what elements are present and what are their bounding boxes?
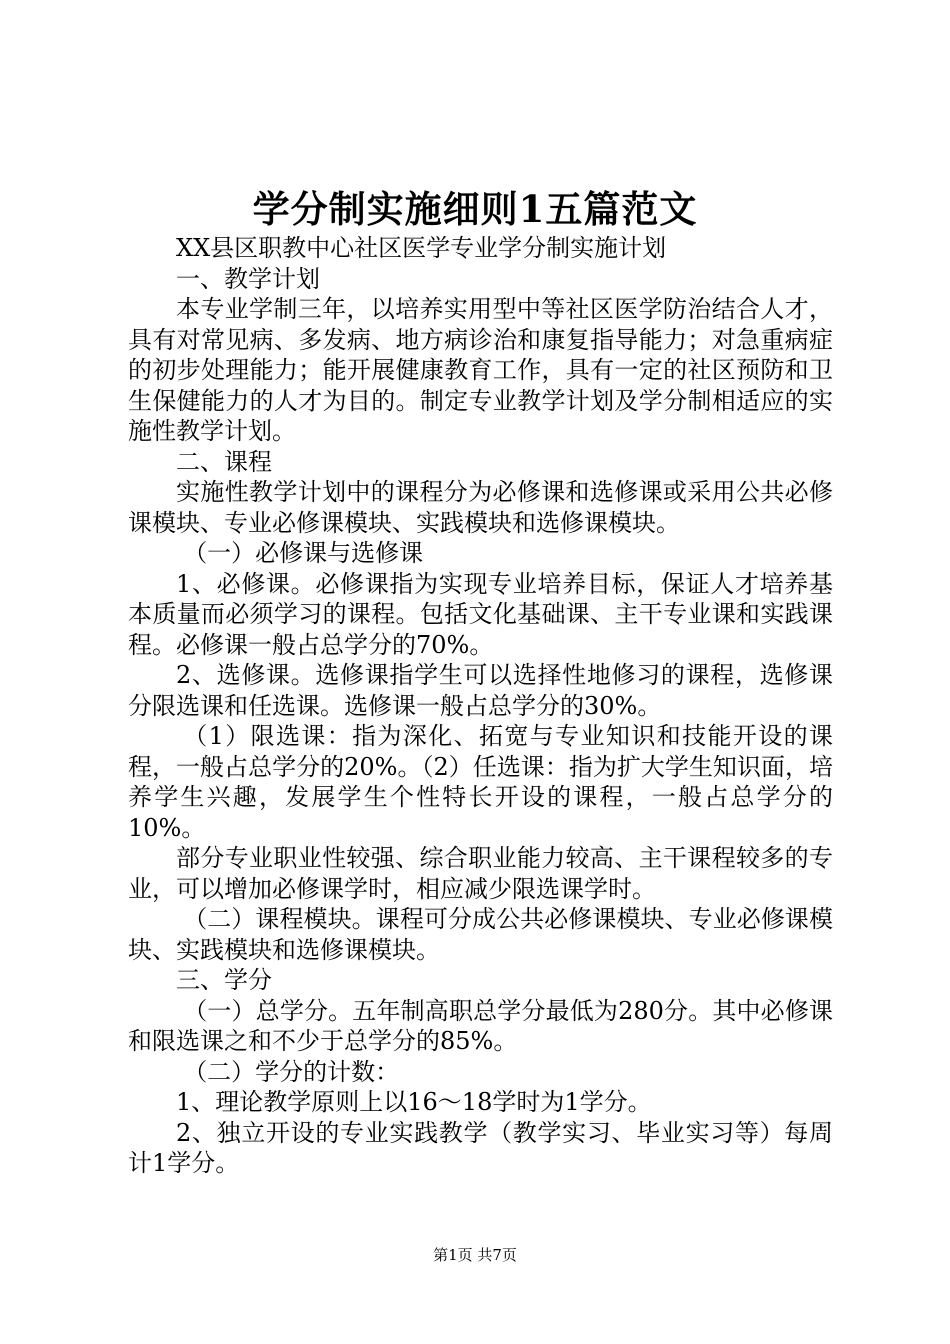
section-heading-credits: 三、学分 bbox=[176, 966, 272, 994]
section-heading-courses: 二、课程 bbox=[176, 447, 272, 476]
page-number-footer: 第1页 共7页 bbox=[433, 1246, 517, 1264]
paragraph-theory-credits: 1、理论教学原则上以16～18学时为1学分。 bbox=[176, 1088, 652, 1116]
paragraph-required-courses: 1、必修课。必修课指为实现专业培养目标，保证人才培养基本质量而必须学习的课程。包括文化基础课、主干专业课和实践课程。必修课一般占总学分的70%。 bbox=[128, 569, 833, 659]
document-title: 学分制实施细则1五篇范文 bbox=[252, 187, 698, 231]
subheading-required-elective: （一）必修课与选修课 bbox=[183, 539, 424, 567]
document-subtitle: XX县区职教中心社区医学专业学分制实施计划 bbox=[176, 234, 667, 262]
paragraph-elective-courses: 2、选修课。选修课指学生可以选择性地修习的课程，选修课分限选课和任选课。选修课一般占总学分的30%。 bbox=[128, 661, 833, 720]
paragraph-teaching-plan: 本专业学制三年，以培养实用型中等社区医学防治结合人才，具有对常见病、多发病、地方病诊治和康复指导能力；对急重病症的初步处理能力；能开展健康教育工作，具有一定的社区预防和卫生保健能力的人才为目的。制定专业教学计划及学分制相适应的实施性教学计划。 bbox=[128, 295, 833, 445]
paragraph-limited-free-electives: （1）限选课：指为深化、拓宽与专业知识和技能开设的课程，一般占总学分的20%。（2）任选课：指为扩大学生知识面，培养学生兴趣，发展学生个性特长开设的课程，一般占总学分的10%。 bbox=[128, 722, 833, 842]
paragraph-practice-credits: 2、独立开设的专业实践教学（教学实习、毕业实习等）每周计1学分。 bbox=[128, 1118, 833, 1177]
paragraph-courses: 实施性教学计划中的课程分为必修课和选修课或采用公共必修课模块、专业必修课模块、实践模块和选修课模块。 bbox=[128, 478, 833, 537]
paragraph-vocational-specialties: 部分专业职业性较强、综合职业能力较高、主干课程较多的专业，可以增加必修课学时，相应减少限选课学时。 bbox=[128, 844, 833, 903]
document-body bbox=[128, 233, 833, 1179]
paragraph-course-modules: （二）课程模块。课程可分成公共必修课模块、专业必修课模块、实践模块和选修课模块。 bbox=[128, 905, 833, 964]
section-heading-teaching-plan: 一、教学计划 bbox=[176, 264, 320, 293]
paragraph-total-credits: （一）总学分。五年制高职总学分最低为280分。其中必修课和限选课之和不少于总学分的85%。 bbox=[128, 996, 833, 1055]
subheading-credit-counting: （二）学分的计数： bbox=[183, 1057, 400, 1086]
